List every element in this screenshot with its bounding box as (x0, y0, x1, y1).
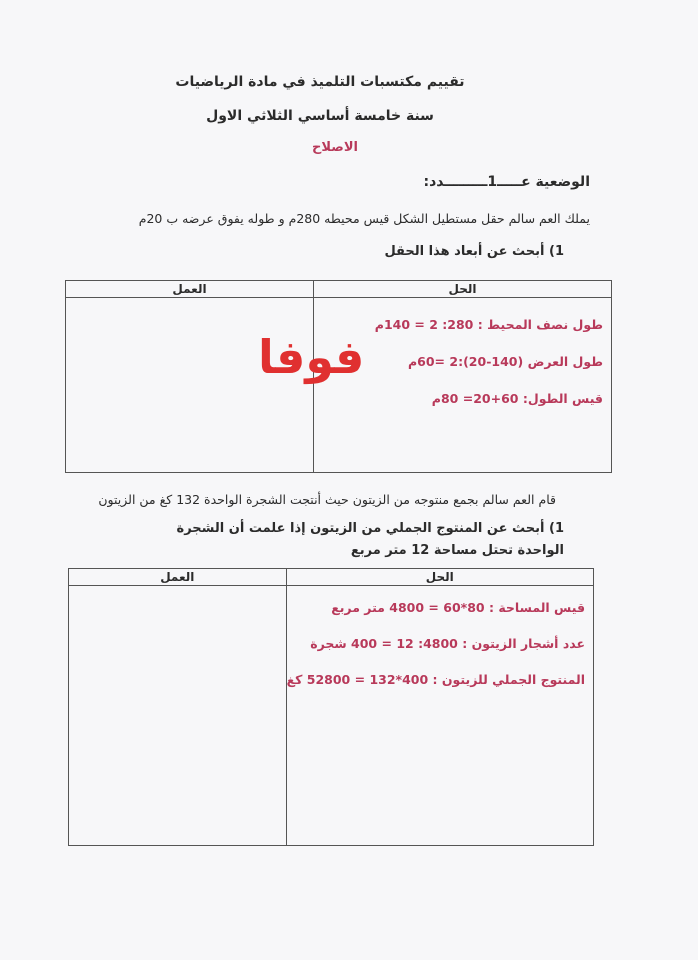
situation-heading: الوضعية عـــــ1ـــــــــدد: (423, 174, 590, 190)
solution-header: الحل (286, 569, 593, 586)
situation2-question: 1) أبحث عن المنتوج الجملي من الزيتون إذا علمت أن الشجرة الواحدة تحتل مساحة 12 متر مربع (176, 521, 564, 558)
situation2-text: قام العم سالم بجمع منتوجه من الزيتون حيث أنتجت الشجرة الواحدة 132 كغ من الزيتون (98, 492, 556, 507)
situation1-text: يملك العم سالم حقل مستطيل الشكل قيس محيطه 280م و طوله يفوق عرضه ب 20م (138, 211, 590, 226)
situation1-question: 1) أبحث عن أبعاد هذا الحقل (384, 244, 564, 259)
work-header: العمل (66, 281, 314, 298)
work-cell (69, 586, 287, 846)
correction-label: الاصلاح (312, 140, 358, 155)
exam-title: تقييم مكتسبات التلميذ في مادة الرياضيات (175, 74, 465, 90)
solution-line: طول العرض (140-20):2 =60م (407, 354, 603, 369)
solution-line: عدد أشجار الزيتون : 4800: 12 = 400 شجرة (310, 636, 585, 651)
solution-cell (286, 586, 593, 846)
work-cell (66, 298, 314, 473)
solution-line: قيس المساحة : 80*60 = 4800 متر مربع (331, 600, 585, 615)
work-header: العمل (69, 569, 287, 586)
solution-line: المنتوج الجملي للزيتون : 400*132 = 52800 كغ (286, 672, 585, 687)
solution-header: الحل (314, 281, 612, 298)
solution-cell (314, 298, 612, 473)
solution-line: قيس الطول: 60+20= 80م (431, 391, 603, 406)
watermark: فوفا (258, 330, 365, 384)
exam-subtitle: سنة خامسة أساسي الثلاثي الاول (206, 108, 434, 124)
solution-line: طول نصف المحيط : 280: 2 = 140م (374, 317, 603, 332)
situation2-table (68, 568, 594, 846)
